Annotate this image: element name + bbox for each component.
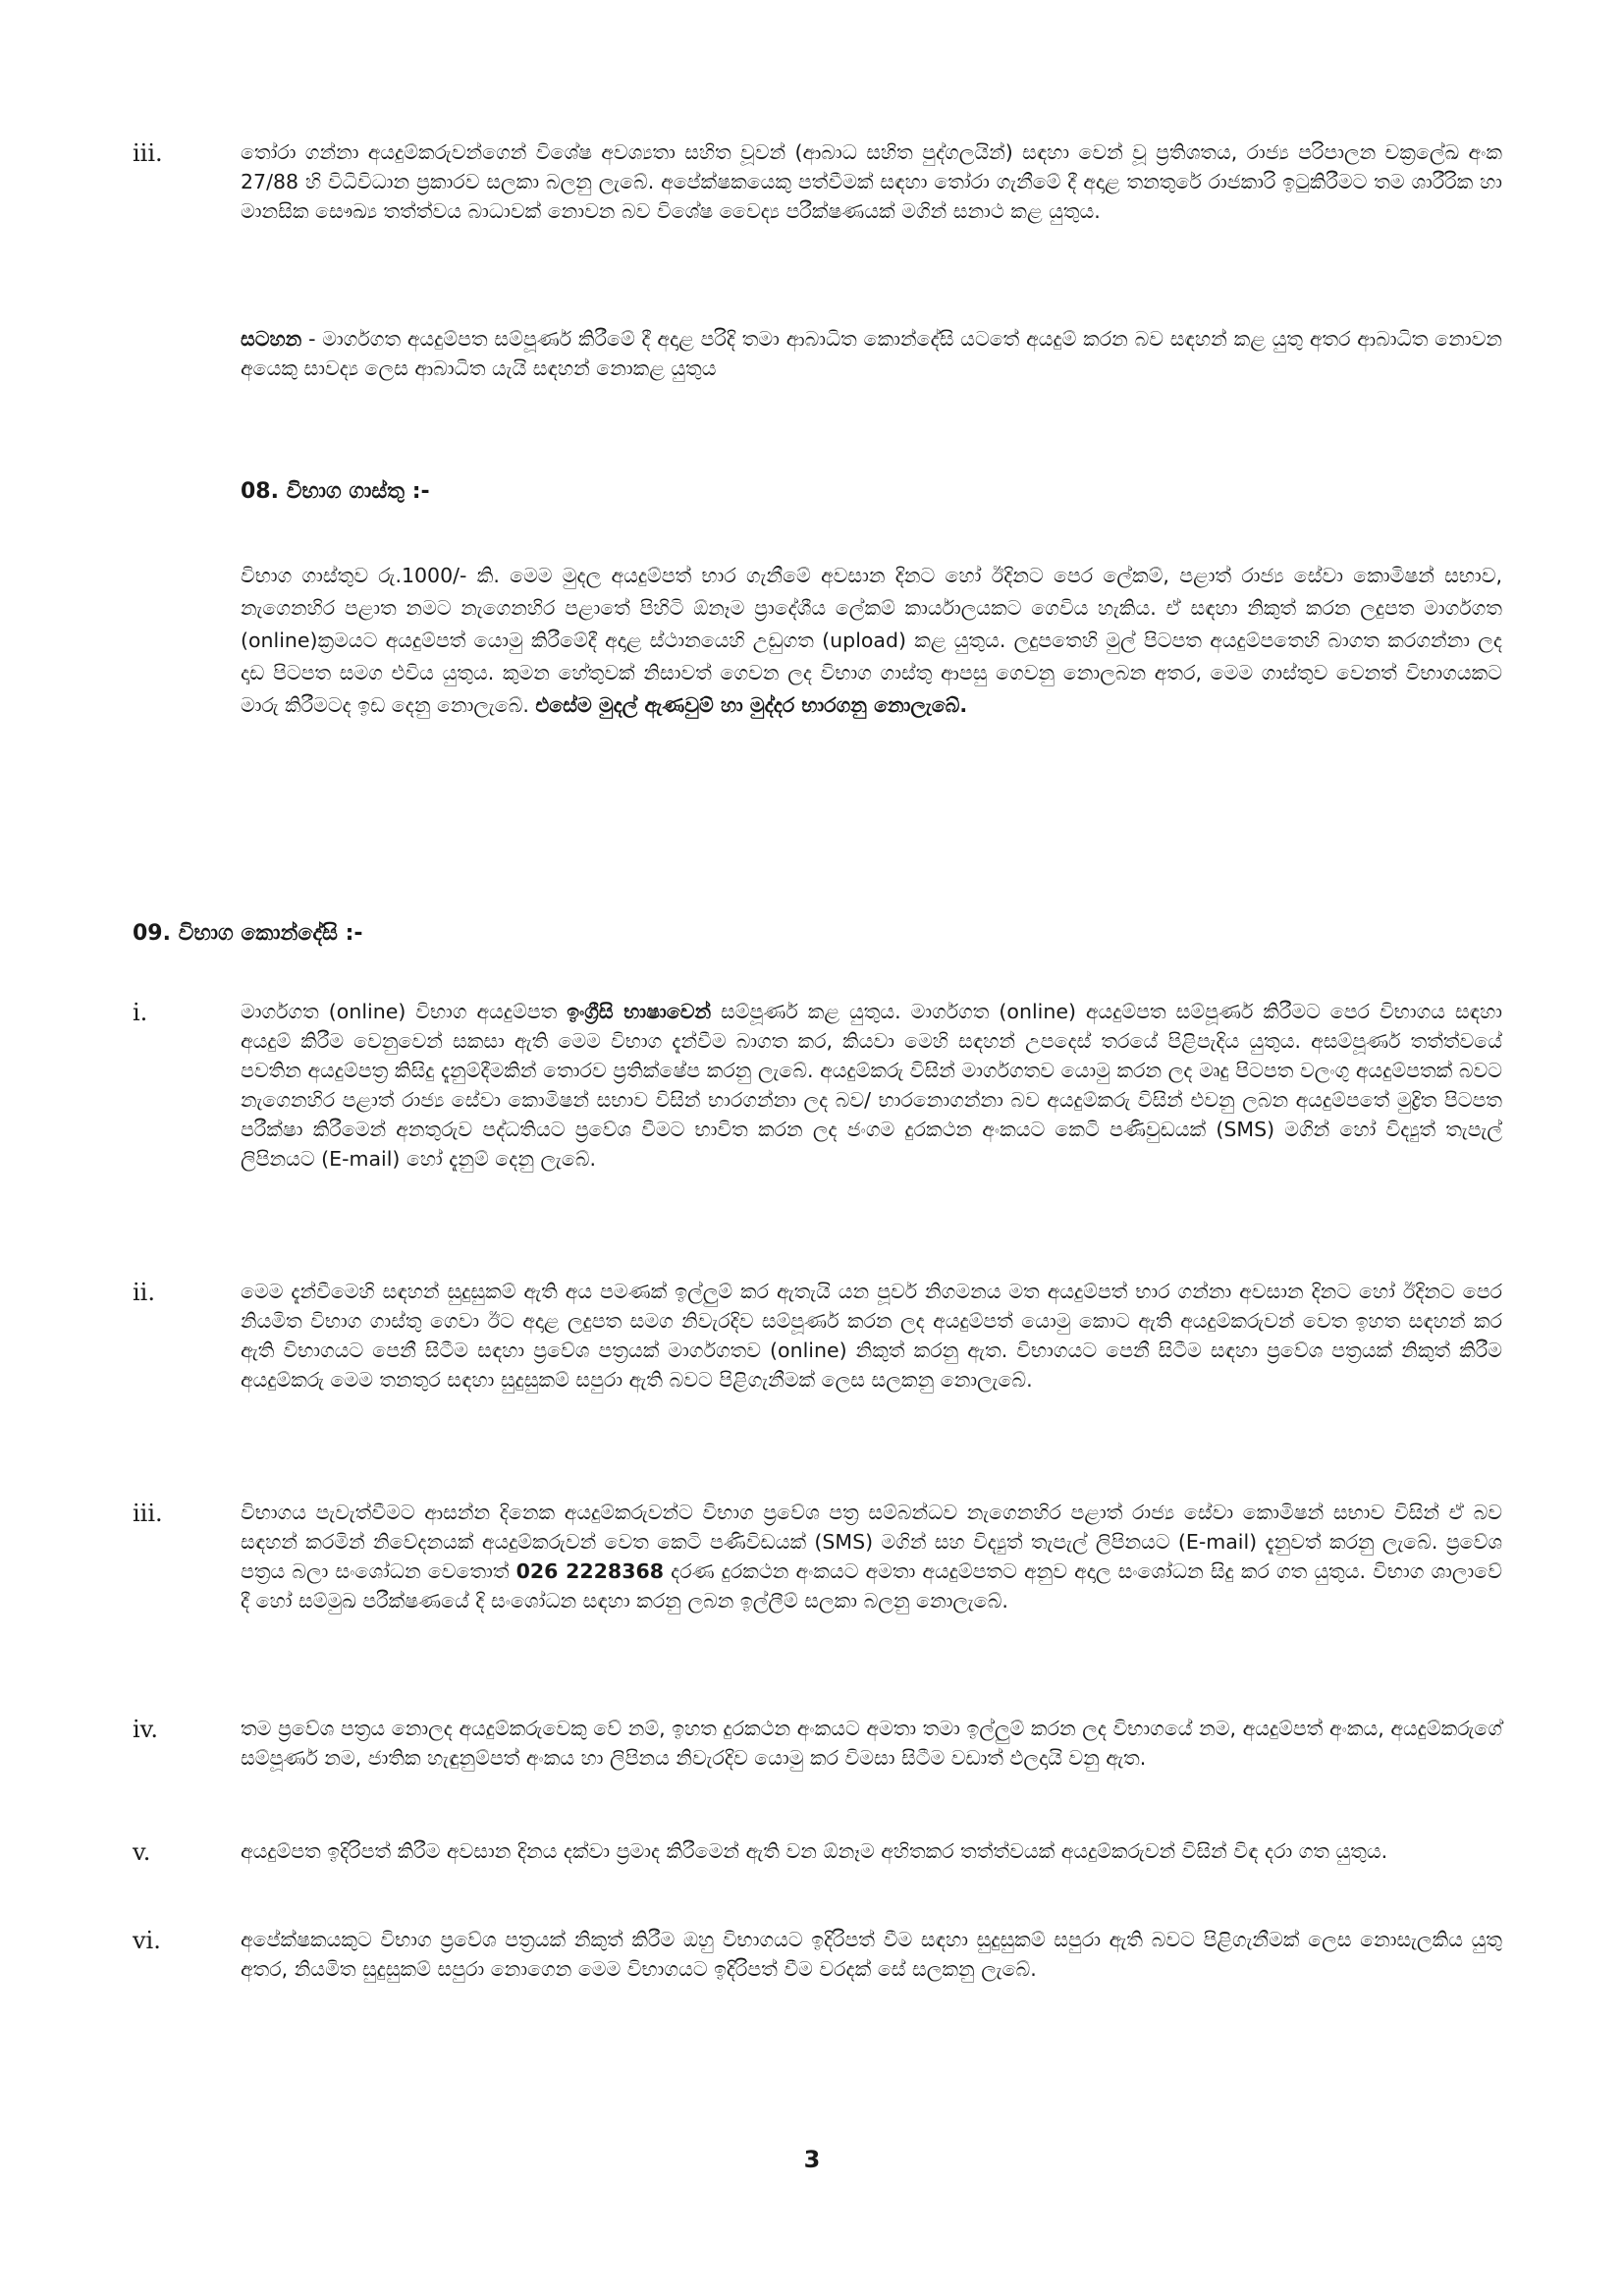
paragraph-text: තෝරා ගන්නා අයදුම්කරුවන්ගෙන් විශේෂ අවශ්‍යතා සහිත වූවන් (ආබාධ සහිත පුද්ගලයින්) සඳහා වෙන් වූ ප්‍රතිශතය, රාජ්‍ය පරිපාලන චක්‍රලේඛ අංක 27/88 හි විධිවිධාන ප්‍රකාරව සලකා බලනු ලැබේ. අපේක්ෂකයෙකු පත්වීමක් සඳහා තෝරා ගැනීමේ දී අදාළ තනතුරේ රාජකාරි ඉටුකිරීමට තම ශාරීරික හා මානසික සෞඛ්‍ය තත්ත්වය බාධාවක් නොවන බව විශේෂ වෛද්‍ය පරීක්ෂණයක් මගින් සනාථ කළ යුතුය. — [241, 140, 1502, 223]
fees-bold-text: එසේම මුදල් ඇණවුම් හා මුද්දර භාරගනු නොලැබේ. — [535, 693, 968, 717]
section-08-paragraph — [241, 560, 1502, 722]
paragraph-text — [241, 1277, 1502, 1394]
bold-run: ඉංග්‍රීසි භාෂාවෙන් — [567, 1000, 712, 1023]
bold-run: 026 2228368 — [515, 1559, 664, 1583]
paragraph-text — [241, 1836, 1502, 1868]
fees-text: විභාග ගාස්තුව රු.1000/- කි. මෙම මුදල අයදුම්පත් භාර ගැනීමේ අවසාන දිනට හෝ ඊදිනට පෙර ලේකම්, පළාත් රාජ්‍ය සේවා කොමිෂන් සභාව, නැගෙනහිර පළාත නමට නැගෙනහිර පළාතේ පිහිටි ඕනෑම ප්‍රාදේශීය ලේකම් කාර්යාලයකට ගෙවිය හැකිය. ඒ සඳහා නිකුත් කරන ලදුපත මාර්ගගත (online)ක්‍රමයට අයදුම්පත් යොමු කිරීමේදී අදාළ ස්ථානයෙහි උඩුගත (upload) කළ යුතුය. ලදුපතෙහි මුල් පිටපත අයදුම්පතෙහි බාගත කරගන්නා ලද දෘඩ පිටපත සමග එවිය යුතුය. කුමන හේතුවක් නිසාවත් ගෙවන ලද විභාග ගාස්තු ආපසු ගෙවනු නොලබන අතර, මෙම ගාස්තුව වෙනත් විභාගයකට මාරු කිරීමටද ඉඩ දෙනු නොලැබේ. — [241, 564, 1502, 717]
text-run: තම ප්‍රවේශ පත්‍රය නොලද අයදුම්කරුවෙකු වේ නම්, ඉහත දුරකථන අංකයට අමතා තමා ඉල්ලුම් කරන ලද විභාගයේ නම, අයදුම්පත් අංකය, අයදුම්කරුගේ සම්පූර්ණ නම, ජාතික හැඳුනුම්පත් අංකය හා ලිපිනය නිවැරදිව යොමු කර විමසා සිටීම වඩාත් ඵලදායි වනු ඇත. — [241, 1717, 1502, 1770]
list-marker: v. — [133, 1838, 151, 1866]
section-09-heading: 09. විභාග කොන්දේසි :- — [133, 921, 363, 946]
page-number: 3 — [803, 2146, 821, 2173]
note-text: - මාර්ගගත අයදුම්පත සම්පූර්ණ කිරීමේ දී අදාළ පරිදි තමා ආබාධිත කොන්දේසි යටතේ අයදුම් කරන බව සඳහන් කළ යුතු අතර ආබාධිත නොවන අයෙකු සාවද්‍ය ලෙස ආබාධිත යැයි සඳහන් නොකළ යුතුය — [241, 327, 1502, 380]
list-marker: iii. — [133, 1500, 163, 1527]
list-item-iii — [133, 1498, 1502, 1615]
paragraph-text — [241, 1714, 1502, 1773]
text-run: දරණ දුරකථන අංකයට අමතා අයදුම්පතට අනුව අදාල සංශෝධන සිදු කර ගත යුතුය. විභාග ශාලාවේ දී හෝ සම්මුඛ පරීක්ෂණයේ දි සංශෝධන සඳහා කරනු ලබන ඉල්ලීම් සලකා බලනු නොලැබේ. — [241, 1559, 1503, 1613]
paragraph-text — [241, 1498, 1502, 1615]
list-item-vi — [133, 1925, 1502, 1984]
list-marker: vi. — [133, 1927, 161, 1954]
list-item-i — [133, 997, 1502, 1174]
list-item-iv — [133, 1714, 1502, 1773]
list-marker: iv. — [133, 1716, 159, 1743]
note-paragraph — [241, 324, 1502, 383]
text-run: මාර්ගගත (online) විභාග අයදුම්පත — [241, 1000, 568, 1023]
paragraph-text — [241, 1925, 1502, 1984]
note-label: සටහන — [241, 327, 302, 351]
list-item-ii — [133, 1277, 1502, 1394]
text-run: අයදුම්පත ඉදිරිපත් කිරීම අවසාන දිනය දක්වා ප්‍රමාද කිරීමෙන් ඇති වන ඕනෑම අහිතකර තත්ත්වයක් අයදුම්කරුවන් විසින් විඳ දරා ගත යුතුය. — [241, 1839, 1388, 1863]
text-run: මෙම දැන්වීමෙහි සඳහන් සුදුසුකම් ඇති අය පමණක් ඉල්ලුම් කර ඇතැයි යන පූර්ව නිගමනය මත අයදුම්පත් භාර ගන්නා අවසාන දිනට හෝ ඊදිනට පෙර නියමිත විභාග ගාස්තු ගෙවා ඊට අදාළ ලදුපත සමග නිවැරදිව සම්පූර්ණ කරන ලද අයදුම්පත් යොමු කොට ඇති අයදුම්කරුවන් වෙත ඉහත සඳහන් කර ඇති විභාගයට පෙනී සිටීම සඳහා ප්‍රවේශ පත්‍රයක් මාර්ගගතව (online) නිකුත් කරනු ඇත. විභාගයට පෙනී සිටීම සඳහා ප්‍රවේශ පත්‍රයක් නිකුත් කිරීම අයදුම්කරු මෙම තනතුර සඳහා සුදුසුකම් සපුරා ඇති බවට පිළිගැනීමක් ලෙස සලකනු නොලැබේ. — [241, 1280, 1502, 1392]
list-marker: i. — [133, 999, 148, 1026]
list-marker: ii. — [133, 1279, 155, 1306]
list-item-v — [133, 1836, 1502, 1868]
text-run: අපේක්ෂකයකුට විභාග ප්‍රවේශ පත්‍රයක් නිකුත් කිරීම ඔහු විභාගයට ඉදිරිපත් වීම සඳහා සුදුසුකම් සපුරා ඇති බවට පිළිගැනීමක් ලෙස නොසැලකිය යුතු අතර, නියමිත සුදුසුකම් සපුරා නොගෙන මෙම විභාගයට ඉදිරිපත් වීම වරදක් සේ සලකනු ලැබේ. — [241, 1928, 1502, 1981]
section-08-heading: 08. විභාග ගාස්තු :- — [241, 479, 430, 504]
paragraph-text — [241, 997, 1502, 1174]
list-item-iii-top — [133, 137, 1502, 226]
list-marker: iii. — [133, 139, 163, 167]
text-run: විභාගය පැවැත්වීමට ආසන්න දිනෙක අයදුම්කරුවන්ට විභාග ප්‍රවේශ පත්‍ර සම්බන්ධව නැගෙනහිර පළාත් රාජ්‍ය සේවා කොමිෂන් සභාව විසින් ඒ බව සඳහන් කරමින් නිවේදනයක් අයදුම්කරුවන් වෙත කෙටි පණිවිඩයක් (SMS) මගින් සහ විද්‍යුත් තැපැල් ලිපිනයට (E-mail) දැනුවත් කරනු ලැබේ. ප්‍රවේශ පත්‍රය බලා සංශෝධන වෙතොත් — [241, 1501, 1502, 1583]
text-run: සම්පූර්ණ කළ යුතුය. මාර්ගගත (online) අයදුම්පත සම්පූර්ණ කිරීමට පෙර විභාගය සඳහා අයදුම් කිරීම වෙනුවෙන් සකසා ඇති මෙම විභාග දැන්වීම බාගත කර, කියවා මෙහි සඳහන් උපදෙස් තරයේ පිළිපැදිය යුතුය. අසම්පූර්ණ තත්ත්වයේ පවතින අයදුම්පත්‍ර කිසිදු දැනුම්දීමකින් තොරව ප්‍රතික්ෂේප කරනු ලැබේ. අයදුම්කරු විසින් මාර්ගගතව යොමු කරන ලද මෘදු පිටපත වලංගු අයදුම්පතක් බවට නැගෙනහිර පළාත් රාජ්‍ය සේවා කොමිෂන් සභාව විසින් භාරගන්නා ලද බව/ භාරනොගන්නා බව අයදුම්කරු විසින් එවනු ලබන අයදුම්පතේ මුද්‍රිත පිටපත පරීක්ෂා කිරීමෙන් අනතුරුව පද්ධතියට ප්‍රවේශ වීමට භාවිත කරන ලද ජංගම දුරකථන අංකයට කෙටි පණිවුඩයක් (SMS) මගින් හෝ විද්‍යුත් තැපැල් ලිපිනයට (E-mail) හෝ දැනුම් දෙනු ලැබේ. — [241, 1000, 1503, 1171]
